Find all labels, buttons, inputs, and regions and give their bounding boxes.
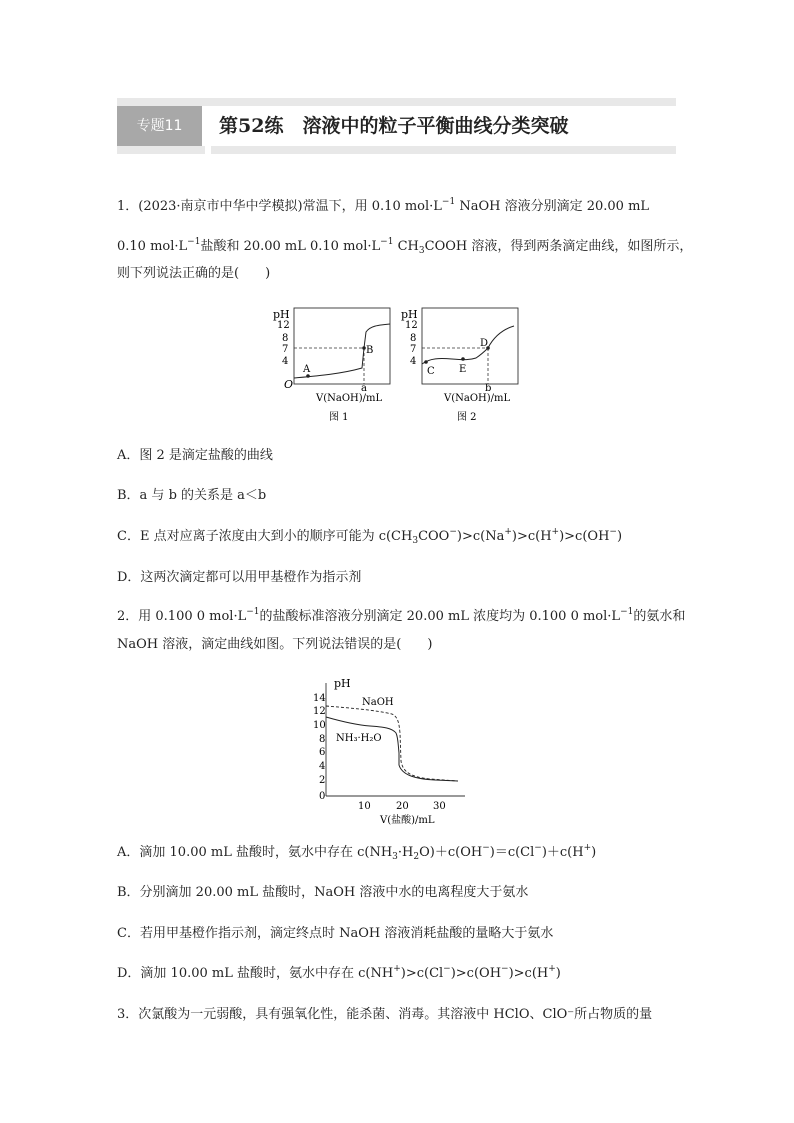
q2-text: 的氨水和 [633, 609, 686, 624]
q1-option-a: A．图 2 是滴定盐酸的曲线 [117, 448, 273, 463]
fig2-point-c [424, 360, 428, 364]
fig1-xlabel: V(NaOH)/mL [316, 393, 383, 404]
superscript: − [482, 843, 490, 853]
q1-option-c [117, 527, 622, 547]
q2-nh3-curve [326, 717, 458, 781]
q1-text: ) [616, 529, 623, 544]
superscript: + [393, 964, 401, 974]
q1-text: 1．(2023·南京市中华中学模拟)常温下，用 0.10 mol·L [117, 199, 442, 214]
fig2-xlabel: V(NaOH)/mL [444, 393, 511, 404]
subscript: 3 [418, 246, 425, 256]
fig1-tick-12: 12 [277, 320, 290, 331]
superscript: + [548, 964, 556, 974]
q1-text: COO [418, 529, 450, 544]
q1-figure-2 [396, 302, 526, 430]
q2-text: )>c(H [508, 966, 549, 981]
q2-fig-xtick-30: 30 [433, 801, 446, 812]
fig2-curve [422, 326, 514, 364]
q1-option-b: B．a 与 b 的关系是 a＜b [117, 488, 267, 503]
fig1-origin: O [284, 378, 294, 391]
fig1-xtick: a [361, 383, 367, 394]
q2-text: D．滴加 10.00 mL 盐酸时，氨水中存在 c(NH [117, 966, 394, 981]
header-bottom-bar [117, 146, 676, 154]
fig1-label-b: B [366, 345, 374, 356]
fig1-tick-7: 7 [282, 344, 289, 355]
q2-option-d [117, 964, 561, 984]
fig1-tick-8: 8 [282, 333, 289, 344]
fig2-tick-12: 12 [405, 320, 418, 331]
superscript: − [443, 964, 451, 974]
q2-fig-ytick-12: 12 [313, 706, 326, 717]
q2-text: 2．用 0.100 0 mol·L [117, 609, 247, 624]
q2-fig-ytick-0: 0 [319, 791, 326, 802]
q2-text: )>c(OH [450, 966, 502, 981]
q2-text: )>c(Cl [400, 966, 444, 981]
q2-fig-ytick-8: 8 [319, 734, 326, 745]
q2-fig-xtick-10: 10 [358, 801, 371, 812]
q1-text: )>c(Na [456, 529, 505, 544]
q2-text: ) [591, 845, 597, 860]
superscript: −1 [620, 607, 634, 617]
superscript: −1 [246, 607, 260, 617]
page-title: 第52练 溶液中的粒子平衡曲线分类突破 [219, 115, 569, 137]
fig2-caption: 图 2 [457, 412, 477, 423]
q1-text: CH [397, 239, 419, 254]
q2-fig-ytick-14: 14 [313, 693, 326, 704]
fig1-tick-4: 4 [282, 356, 289, 367]
q1-line-1 [117, 197, 649, 217]
q2-text: A．滴加 10.00 mL 盐酸时，氨水中存在 c(NH [117, 845, 393, 860]
superscript: − [609, 527, 617, 537]
q1-text: )>c(H [511, 529, 552, 544]
q1-text: C．E 点对应离子浓度由大到小的顺序可能为 [117, 529, 379, 544]
header-bottom-gap [205, 146, 211, 154]
q2-option-c: C．若用甲基橙作指示剂，滴定终点时 NaOH 溶液消耗盐酸的量略大于氨水 [117, 926, 554, 941]
fig2-label-c: C [427, 366, 435, 377]
q2-label-naoh: NaOH [362, 697, 394, 708]
q1-text: c(CH [378, 529, 413, 544]
q2-line-1 [117, 607, 685, 627]
subscript: 3 [412, 536, 419, 546]
q1-text: COOH 溶液，得到两条滴定曲线，如图所示， [424, 239, 693, 254]
superscript: − [449, 527, 457, 537]
superscript: + [551, 527, 560, 537]
q2-fig-ytick-2: 2 [319, 775, 326, 786]
fig2-label-e: E [459, 364, 467, 375]
q2-text: ·H [397, 845, 414, 860]
superscript: + [504, 527, 512, 537]
q2-text: )＝c(Cl [489, 845, 535, 860]
superscript: −1 [380, 237, 394, 247]
q2-fig-ytick-4: 4 [319, 761, 326, 772]
fig2-point-e [461, 357, 465, 361]
fig1-ylabel: pH [273, 308, 290, 321]
q2-text: 的盐酸标准溶液分别滴定 20.00 mL 浓度均为 0.100 0 mol·L [259, 609, 621, 624]
topic-tag: 专题11 [117, 106, 202, 146]
q3-line-1: 3．次氯酸为一元弱酸，具有强氧化性，能杀菌、消毒。其溶液中 HClO、ClO⁻所占物质的量 [117, 1007, 653, 1022]
superscript: + [583, 843, 592, 853]
superscript: −1 [187, 237, 201, 247]
subscript: 3 [392, 852, 398, 862]
fig2-tick-4: 4 [410, 356, 417, 367]
superscript: −1 [441, 197, 456, 207]
header-top-bar [117, 98, 676, 106]
fig2-tick-7: 7 [410, 344, 417, 355]
q2-text: ) [555, 966, 561, 981]
fig2-tick-8: 8 [410, 333, 417, 344]
q2-option-a [117, 843, 596, 863]
q1-text: NaOH 溶液分别滴定 20.00 mL [459, 199, 650, 214]
fig2-frame [422, 308, 518, 384]
q2-text: O)＋c(OH [419, 845, 483, 860]
q1-text: )>c(OH [559, 529, 610, 544]
q2-fig-xlabel: V(盐酸)/mL [380, 815, 435, 825]
q2-text: )＋c(H [541, 845, 584, 860]
fig1-label-a: A [303, 364, 311, 375]
superscript: − [534, 843, 542, 853]
q1-line-2 [117, 237, 692, 257]
superscript: − [501, 964, 509, 974]
q2-label-nh3: NH₃·H₂O [336, 733, 382, 744]
q2-fig-xtick-20: 20 [396, 801, 409, 812]
q2-fig-ylabel: pH [334, 677, 351, 690]
fig1-caption: 图 1 [329, 412, 349, 423]
q2-fig-ytick-10: 10 [313, 720, 326, 731]
q2-figure [300, 673, 480, 825]
q1-text: 盐酸和 20.00 mL 0.10 mol·L [200, 239, 381, 254]
q1-text: 0.10 mol·L [117, 239, 188, 254]
q1-option-d: D．这两次滴定都可以用甲基橙作为指示剂 [117, 570, 362, 585]
chapter-header [117, 98, 676, 154]
q1-figure-1 [266, 302, 396, 430]
subscript: 2 [413, 852, 420, 862]
fig2-xtick: b [485, 383, 492, 394]
q1-line-3: 则下列说法正确的是( ) [117, 266, 271, 281]
q2-line-2: NaOH 溶液，滴定曲线如图。下列说法错误的是( ) [117, 637, 433, 652]
q2-fig-ytick-6: 6 [319, 747, 326, 758]
fig2-label-d: D [480, 338, 489, 349]
q2-option-b: B．分别滴加 20.00 mL 盐酸时，NaOH 溶液中水的电离程度大于氨水 [117, 885, 529, 900]
fig2-ylabel: pH [401, 308, 418, 321]
